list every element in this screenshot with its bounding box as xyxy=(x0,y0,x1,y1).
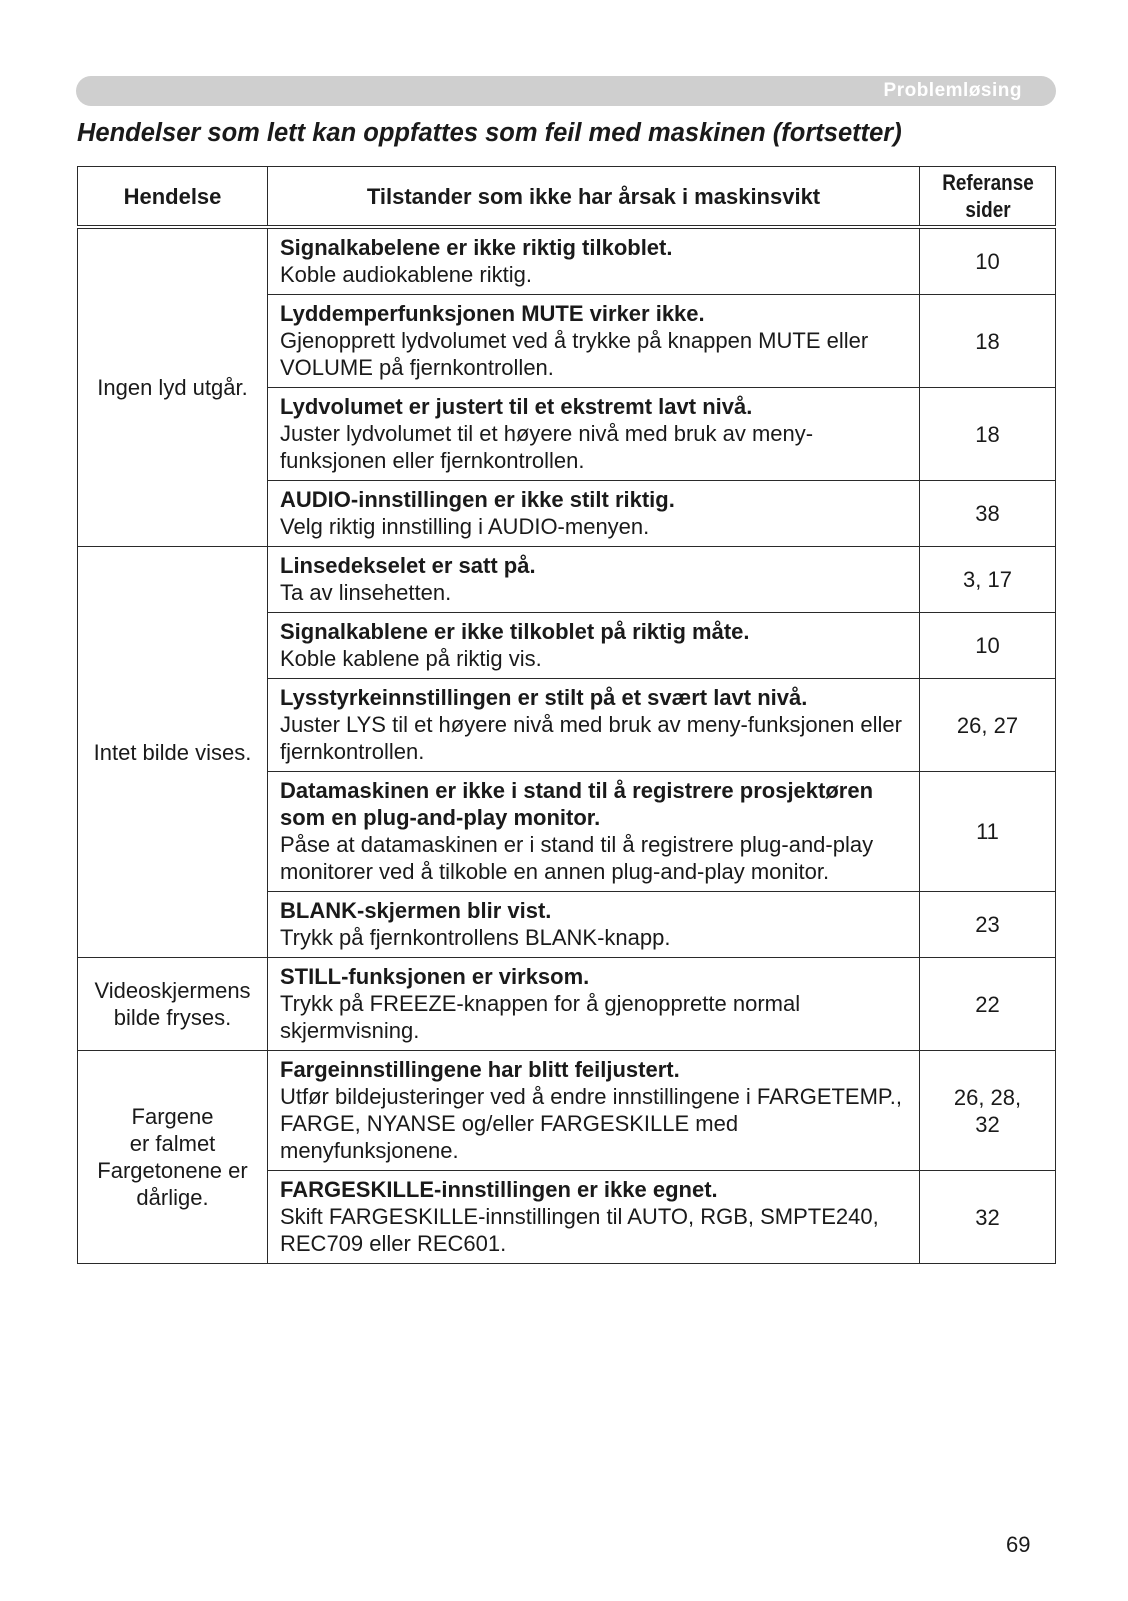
condition-title: BLANK-skjermen blir vist. xyxy=(280,898,552,923)
event-cell xyxy=(78,547,268,958)
condition-title: Signalkablene er ikke tilkoblet på riktig måte. xyxy=(280,619,750,644)
reference-cell: 10 xyxy=(920,613,1056,679)
condition-body: Utfør bildejusteringer ved å endre innstillingene i FARGETEMP., FARGE, NYANSE og/eller FARGESKILLE med menyfunksjonene. xyxy=(280,1084,902,1163)
condition-body: Koble audiokablene riktig. xyxy=(280,262,532,287)
condition-cell xyxy=(268,958,920,1051)
reference-cell: 23 xyxy=(920,892,1056,958)
condition-cell xyxy=(268,481,920,547)
condition-body: Skift FARGESKILLE-innstillingen til AUTO, RGB, SMPTE240, REC709 eller REC601. xyxy=(280,1204,879,1256)
column-header-reference-line: Referanse xyxy=(941,170,1034,195)
reference-cell: 18 xyxy=(920,388,1056,481)
condition-cell xyxy=(268,892,920,958)
column-header-reference-line: sider xyxy=(964,197,1011,222)
reference-cell: 26, 27 xyxy=(920,679,1056,772)
condition-title: Signalkabelene er ikke riktig tilkoblet. xyxy=(280,235,673,260)
page-title: Hendelser som lett kan oppfattes som feil med maskinen (fortsetter) xyxy=(77,119,902,147)
condition-body: Trykk på fjernkontrollens BLANK-knapp. xyxy=(280,925,671,950)
reference-cell: 11 xyxy=(920,772,1056,892)
condition-body: Juster LYS til et høyere nivå med bruk av meny-funksjonen eller fjernkontrollen. xyxy=(280,712,902,764)
column-header-event: Hendelse xyxy=(78,167,268,228)
table-header-row xyxy=(78,167,1056,228)
condition-cell xyxy=(268,679,920,772)
table-row xyxy=(78,547,1056,613)
event-line: Fargene xyxy=(131,1104,214,1129)
reference-cell: 22 xyxy=(920,958,1056,1051)
reference-cell: 32 xyxy=(920,1171,1056,1264)
condition-title: FARGESKILLE-innstillingen er ikke egnet. xyxy=(280,1177,718,1202)
condition-cell xyxy=(268,1051,920,1171)
section-header-bar xyxy=(76,76,1056,106)
section-label: Problemløsing xyxy=(883,80,1022,101)
troubleshooting-table xyxy=(77,166,1056,1264)
reference-line: 32 xyxy=(975,1111,1000,1137)
condition-cell xyxy=(268,547,920,613)
condition-body: Juster lydvolumet til et høyere nivå med bruk av meny-funksjonen eller fjernkontrollen. xyxy=(280,421,814,473)
condition-title: Datamaskinen er ikke i stand til å registrere prosjektøren som en plug-and-play monitor. xyxy=(280,778,874,830)
reference-cell: 3, 17 xyxy=(920,547,1056,613)
column-header-condition: Tilstander som ikke har årsak i maskinsvikt xyxy=(268,167,920,228)
table-row xyxy=(78,958,1056,1051)
event-line: Ingen lyd utgår. xyxy=(97,375,248,400)
event-cell xyxy=(78,1051,268,1264)
event-line: Intet bilde vises. xyxy=(93,739,252,765)
condition-title: STILL-funksjonen er virksom. xyxy=(280,964,590,989)
condition-title: Fargeinnstillingene har blitt feiljustert. xyxy=(280,1057,680,1082)
condition-body: Påse at datamaskinen er i stand til å registrere plug-and-play monitorer ved å tilkoble en annen plug-and-play monitor. xyxy=(280,832,874,884)
reference-cell: 10 xyxy=(920,227,1056,295)
reference-cell xyxy=(920,1051,1056,1171)
reference-cell: 38 xyxy=(920,481,1056,547)
event-line: er falmet xyxy=(129,1131,216,1156)
condition-cell xyxy=(268,772,920,892)
condition-body: Koble kablene på riktig vis. xyxy=(280,646,542,671)
condition-title: Lydvolumet er justert til et ekstremt lavt nivå. xyxy=(280,394,753,419)
condition-body: Trykk på FREEZE-knappen for å gjenopprette normal skjermvisning. xyxy=(280,991,801,1043)
reference-cell: 18 xyxy=(920,295,1056,388)
condition-title: Lyddemperfunksjonen MUTE virker ikke. xyxy=(280,301,705,326)
table-body xyxy=(78,227,1056,1264)
table-row xyxy=(78,227,1056,295)
event-cell xyxy=(78,227,268,547)
condition-body: Velg riktig innstilling i AUDIO-menyen. xyxy=(280,514,650,539)
condition-body: Ta av linsehetten. xyxy=(280,580,452,605)
page-number: 69 xyxy=(1006,1532,1031,1557)
condition-cell xyxy=(268,613,920,679)
event-cell xyxy=(78,958,268,1051)
condition-title: Lysstyrkeinnstillingen er stilt på et svært lavt nivå. xyxy=(280,685,808,710)
condition-cell xyxy=(268,227,920,295)
condition-title: Linsedekselet er satt på. xyxy=(280,553,536,578)
condition-title: AUDIO-innstillingen er ikke stilt riktig. xyxy=(280,487,675,512)
condition-body: Gjenopprett lydvolumet ved å trykke på knappen MUTE eller VOLUME på fjernkontrollen. xyxy=(280,328,869,380)
condition-cell xyxy=(268,1171,920,1264)
table-row xyxy=(78,1051,1056,1171)
event-line: dårlige. xyxy=(136,1185,209,1210)
event-line: Videoskjermens xyxy=(94,978,251,1003)
column-header-reference xyxy=(929,167,1046,228)
event-line: bilde fryses. xyxy=(113,1005,232,1030)
condition-cell xyxy=(268,295,920,388)
reference-line: 26, 28, xyxy=(953,1084,1022,1110)
event-line: Fargetonene er xyxy=(97,1158,248,1183)
condition-cell xyxy=(268,388,920,481)
